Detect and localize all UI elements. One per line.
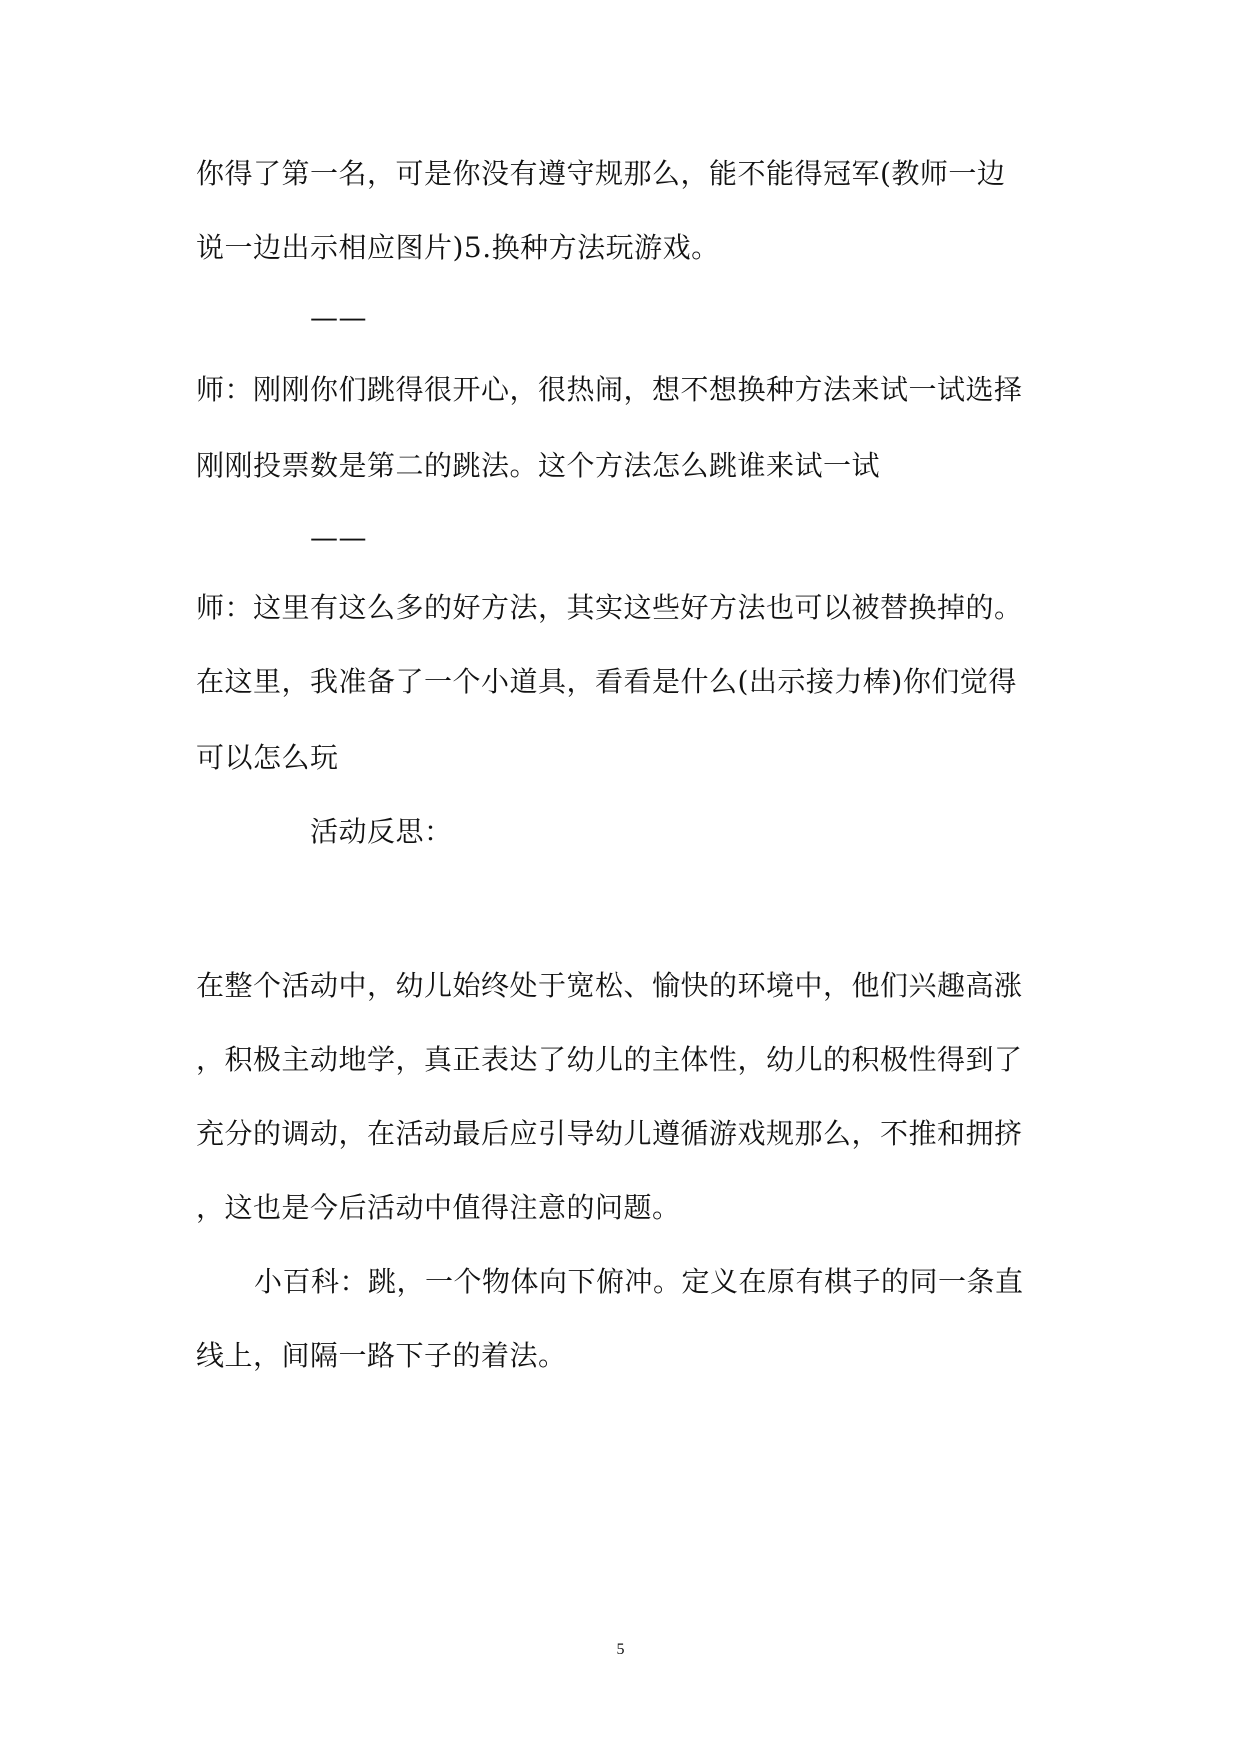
text-line: 小百科：跳，一个物体向下俯冲。定义在原有棋子的同一条直 (254, 1265, 1024, 1298)
text-line: 刚刚投票数是第二的跳法。这个方法怎么跳谁来试一试 (196, 449, 881, 482)
text-line: ，积极主动地学，真正表达了幼儿的主体性，幼儿的积极性得到了 (196, 1043, 1023, 1076)
text-line: 你得了第一名，可是你没有遵守规那么，能不能得冠军(教师一边 (196, 157, 1006, 190)
text-line: 师：这里有这么多的好方法，其实这些好方法也可以被替换掉的。 (196, 591, 1023, 624)
page-number: 5 (616, 1641, 625, 1658)
text-line: 说一边出示相应图片)5.换种方法玩游戏。 (196, 231, 720, 264)
text-line: 可以怎么玩 (196, 741, 339, 774)
text-line: 在这里，我准备了一个小道具，看看是什么(出示接力棒)你们觉得 (196, 665, 1017, 698)
dash-separator: —— (310, 301, 367, 334)
text-line: ，这也是今后活动中值得注意的问题。 (196, 1191, 681, 1224)
text-line: 师：刚刚你们跳得很开心，很热闹，想不想换种方法来试一试选择 (196, 373, 1023, 406)
section-heading: 活动反思： (310, 815, 453, 848)
dash-separator: —— (310, 521, 367, 554)
text-line: 充分的调动，在活动最后应引导幼儿遵循游戏规那么，不推和拥挤 (196, 1117, 1023, 1150)
text-line: 线上，间隔一路下子的着法。 (196, 1339, 567, 1372)
text-line: 在整个活动中，幼儿始终处于宽松、愉快的环境中，他们兴趣高涨 (196, 969, 1023, 1002)
